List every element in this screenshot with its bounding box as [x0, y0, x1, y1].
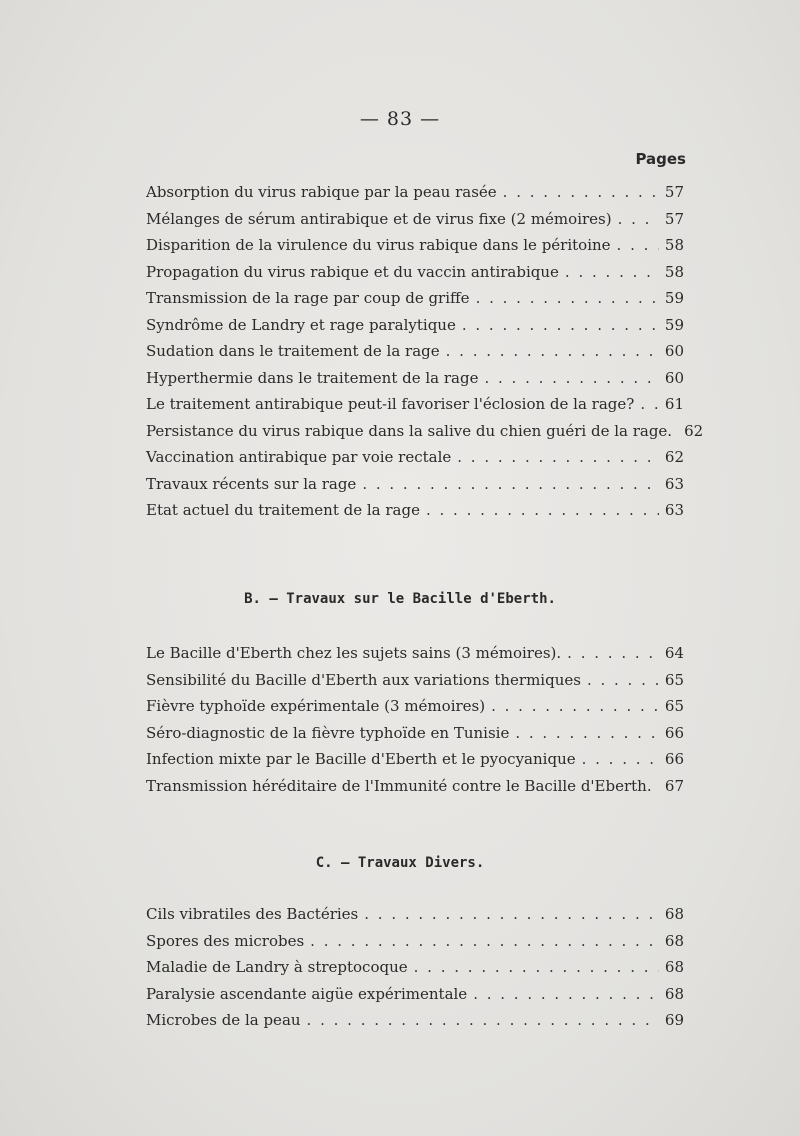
toc-entry-title: Hyperthermie dans le traitement de la rage: [146, 368, 479, 387]
toc-entry-page: 65: [664, 697, 684, 715]
toc-entry-title: Travaux récents sur la rage: [146, 474, 357, 493]
section-b-heading: B. — Travaux sur le Bacille d'Eberth.: [244, 591, 556, 607]
toc-entry: [146, 316, 684, 343]
toc-entry-title: Le Bacille d'Eberth chez les sujets sains (3 mémoires).: [146, 644, 562, 662]
toc-entry-title: Disparition de la virulence du virus rabique dans le péritoine: [146, 236, 611, 254]
dot-leader: [503, 183, 659, 201]
toc-entry-title: Fièvre typhoïde expérimentale (3 mémoires): [146, 697, 486, 715]
dot-leader: [446, 342, 659, 360]
toc-entry-title: Maladie de Landry à streptocoque: [146, 958, 408, 976]
toc-entry: [146, 644, 684, 671]
dot-leader: [567, 644, 659, 662]
toc-entry: [146, 1011, 684, 1038]
toc-entry-page: 67: [664, 776, 684, 795]
toc-entry-page: 64: [664, 644, 684, 662]
toc-entry-page: 68: [664, 931, 684, 950]
dot-leader: [640, 395, 659, 413]
toc-entry: [146, 183, 684, 210]
toc-entry: [146, 475, 684, 502]
dot-leader: [658, 777, 659, 795]
toc-entry-page: 57: [664, 183, 684, 201]
toc-section-a: [146, 183, 704, 528]
toc-entry-title: Absorption du virus rabique par la peau rasée: [146, 183, 497, 201]
dot-leader: [462, 316, 659, 334]
toc-entry-page: 68: [664, 958, 684, 976]
toc-entry: [146, 395, 684, 422]
toc-entry-title: Syndrôme de Landry et rage paralytique: [146, 315, 456, 334]
toc-entry-page: 62: [684, 421, 704, 440]
toc-entry-title: Vaccination antirabique par voie rectale: [146, 448, 452, 466]
dot-leader: [515, 724, 659, 742]
toc-entry-page: 66: [664, 750, 684, 768]
section-c-heading: C. — Travaux Divers.: [315, 855, 485, 871]
dot-leader: [565, 263, 659, 281]
toc-entry: [146, 342, 684, 369]
toc-entry-page: 69: [664, 1011, 684, 1029]
toc-entry-page: 59: [664, 289, 684, 307]
toc-entry-page: 58: [664, 262, 684, 281]
toc-entry-page: 60: [664, 342, 684, 360]
dot-leader: [476, 289, 659, 307]
toc-entry-title: Séro-diagnostic de la fièvre typhoïde en Tunisie: [146, 723, 510, 742]
toc-entry-page: 62: [664, 448, 684, 466]
toc-entry: [146, 777, 684, 804]
toc-entry-page: 68: [664, 984, 684, 1003]
dot-leader: [364, 905, 659, 923]
toc-entry: [146, 724, 684, 751]
pages-column-header: Pages: [635, 150, 686, 168]
toc-entry-page: 61: [664, 395, 684, 413]
dot-leader: [587, 671, 659, 689]
dot-leader: [491, 697, 659, 715]
dot-leader: [582, 750, 659, 768]
toc-entry: [146, 750, 684, 777]
toc-entry-title: Etat actuel du traitement de la rage: [146, 501, 420, 519]
toc-entry-title: Spores des microbes: [146, 931, 305, 950]
dot-leader: [426, 501, 659, 519]
toc-entry-title: Sensibilité du Bacille d'Eberth aux variations thermiques: [146, 670, 581, 689]
dot-leader: [414, 958, 659, 976]
dot-leader: [457, 448, 659, 466]
toc-entry: [146, 905, 684, 932]
toc-entry-page: 63: [664, 474, 684, 493]
toc-entry-page: 65: [664, 670, 684, 689]
toc-entry: [146, 289, 684, 316]
toc-entry-title: Transmission héréditaire de l'Immunité contre le Bacille d'Eberth.: [146, 776, 652, 795]
toc-entry-page: 68: [664, 905, 684, 923]
toc-entry: [146, 697, 684, 724]
toc-entry: [146, 448, 684, 475]
toc-entry-page: 58: [664, 236, 684, 254]
dot-leader: [617, 236, 659, 254]
toc-section-c: [146, 905, 684, 1038]
toc-entry-page: 60: [664, 368, 684, 387]
toc-entry: [146, 421, 704, 449]
toc-entry: [146, 932, 684, 959]
toc-entry: [146, 210, 684, 237]
toc-entry-title: Persistance du virus rabique dans la salive du chien guéri de la rage.: [146, 421, 673, 440]
toc-entry-title: Propagation du virus rabique et du vaccin antirabique: [146, 262, 559, 281]
toc-entry: [146, 958, 684, 985]
page-number: — 83 —: [359, 108, 441, 130]
toc-entry-page: 66: [664, 723, 684, 742]
toc-entry: [146, 501, 684, 528]
toc-entry: [146, 236, 684, 263]
toc-entry: [146, 985, 684, 1012]
toc-entry-title: Microbes de la peau: [146, 1011, 301, 1029]
dot-leader: [484, 369, 658, 387]
dot-leader: [307, 1011, 659, 1029]
dot-leader: [310, 932, 659, 950]
toc-entry-page: 63: [664, 501, 684, 519]
toc-entry-title: Le traitement antirabique peut-il favoriser l'éclosion de la rage?: [146, 395, 635, 413]
toc-section-b: [146, 644, 684, 803]
dot-leader: [473, 985, 659, 1003]
toc-entry: [146, 369, 684, 396]
toc-entry: [146, 671, 684, 698]
toc-entry: [146, 263, 684, 290]
dot-leader: [362, 475, 659, 493]
toc-entry-title: Paralysie ascendante aigüe expérimentale: [146, 984, 468, 1003]
dot-leader: [618, 210, 659, 228]
toc-entry-title: Sudation dans le traitement de la rage: [146, 342, 440, 360]
toc-entry-page: 59: [664, 315, 684, 334]
toc-entry-title: Cils vibratiles des Bactéries: [146, 905, 359, 923]
toc-entry-title: Mélanges de sérum antirabique et de virus fixe (2 mémoires): [146, 209, 612, 228]
toc-entry-title: Infection mixte par le Bacille d'Eberth et le pyocyanique: [146, 750, 576, 768]
toc-entry-page: 57: [664, 209, 684, 228]
toc-entry-title: Transmission de la rage par coup de griffe: [146, 289, 470, 307]
